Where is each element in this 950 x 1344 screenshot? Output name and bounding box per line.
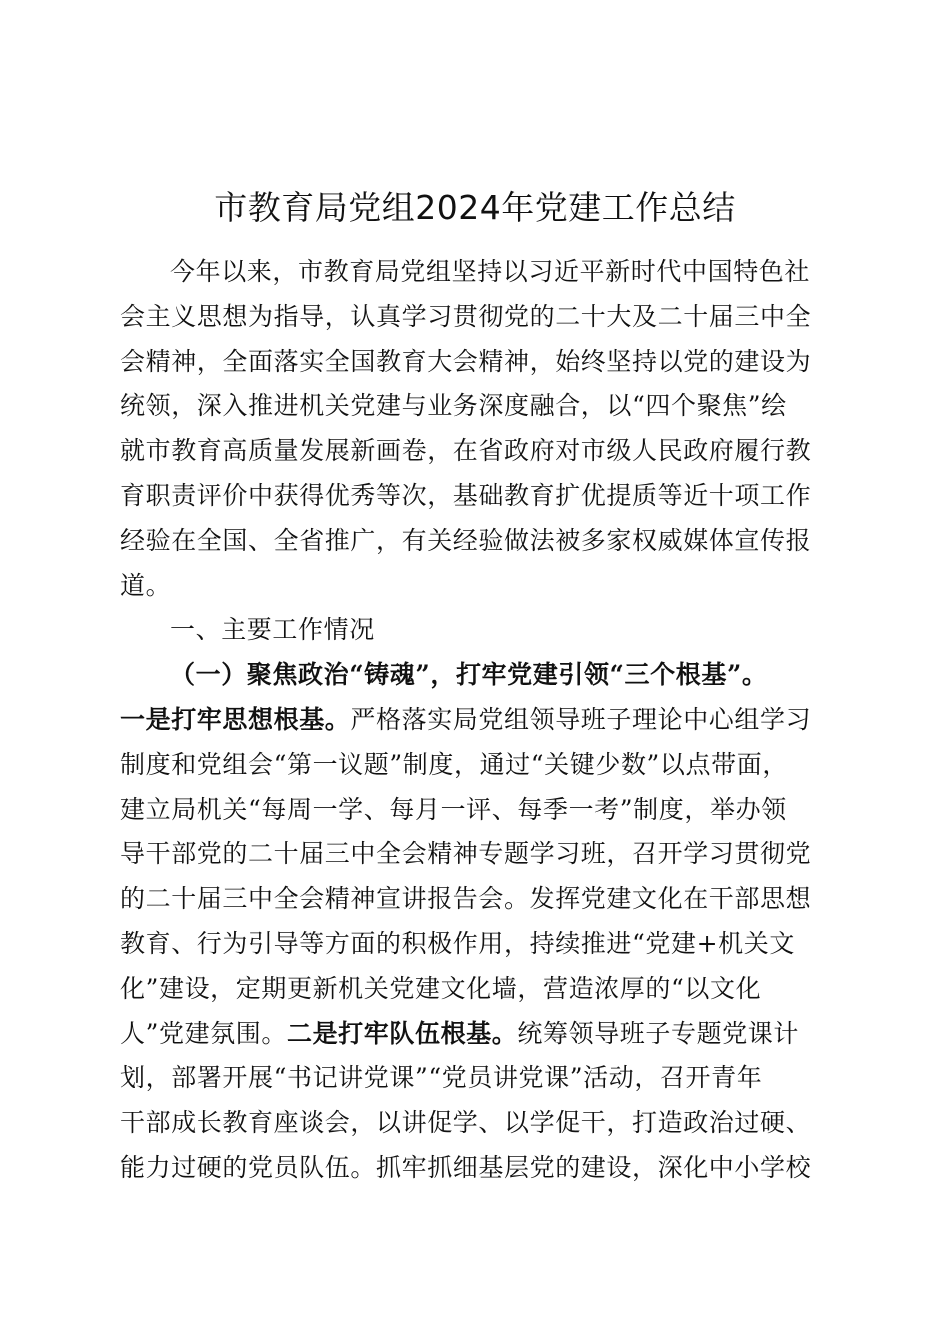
- text-line: [120, 429, 828, 474]
- text-line: [120, 743, 828, 788]
- body-text-segment: 严格落实局党组领导班子理论中心组学习: [350, 704, 812, 734]
- body-text-segment: 制度和党组会“第一议题”制度，通过“关键少数”以点带面，: [120, 749, 788, 779]
- text-line: [120, 653, 828, 698]
- body-text-segment: 道。: [120, 570, 172, 600]
- text-line: [120, 474, 828, 519]
- bold-heading-text: （一）聚焦政治“铸魂”，打牢党建引领“三个根基”。: [170, 660, 768, 690]
- body-text-segment: 统筹领导班子专题党课计: [517, 1018, 799, 1048]
- body-text-segment: 会精神，全面落实全国教育大会精神，始终坚持以党的建设为: [120, 346, 812, 376]
- text-line: [120, 250, 828, 295]
- text-line: [120, 384, 828, 429]
- body-text-segment: 化”建设，定期更新机关党建文化墙，营造浓厚的“以文化: [120, 973, 762, 1003]
- text-line: [120, 877, 828, 922]
- document-title: 市教育局党组2024年党建工作总结: [214, 188, 736, 227]
- body-text-segment: 划，部署开展“书记讲党课”“党员讲党课”活动，召开青年: [120, 1063, 763, 1093]
- document-body: [120, 250, 828, 1191]
- body-text-segment: 今年以来，市教育局党组坚持以习近平新时代中国特色社: [170, 257, 811, 286]
- text-line: [120, 1146, 828, 1191]
- text-line: [120, 967, 828, 1012]
- bold-heading-text: 一是打牢思想根基。: [120, 704, 351, 734]
- body-text-segment: 经验在全国、全省推广，有关经验做法被多家权威媒体宣传报: [120, 525, 812, 555]
- bold-heading-text: 二是打牢队伍根基。: [286, 1018, 518, 1048]
- text-line: [120, 564, 828, 609]
- body-text-segment: 会主义思想为指导，认真学习贯彻党的二十大及二十届三中全: [120, 301, 812, 331]
- text-line: [120, 608, 828, 653]
- text-line: [120, 1101, 828, 1146]
- text-line: [120, 1012, 828, 1057]
- text-line: [120, 922, 828, 967]
- body-text-segment: 建立局机关“每周一学、每月一评、每季一考”制度，举办领: [120, 794, 787, 824]
- body-text-segment: 干部成长教育座谈会，以讲促学、以学促干，打造政治过硬、: [120, 1108, 812, 1138]
- text-line: [120, 295, 828, 340]
- text-line: [120, 788, 828, 833]
- text-line: [120, 340, 828, 385]
- text-line: [120, 832, 828, 877]
- body-text-segment: 统领，深入推进机关党建与业务深度融合，以“四个聚焦”绘: [120, 391, 787, 421]
- body-text-segment: 一、主要工作情况: [170, 615, 375, 645]
- body-text-segment: 能力过硬的党员队伍。抓牢抓细基层党的建设，深化中小学校: [120, 1152, 812, 1182]
- body-text-segment: 教育、行为引导等方面的积极作用，持续推进“党建+机关文: [120, 928, 795, 958]
- text-line: [120, 1056, 828, 1101]
- body-text-segment: 导干部党的二十届三中全会精神专题学习班，召开学习贯彻党: [120, 839, 812, 869]
- body-text-segment: 人”党建氛围。: [120, 1018, 287, 1048]
- body-text-segment: 的二十届三中全会精神宣讲报告会。发挥党建文化在干部思想: [120, 884, 812, 914]
- text-line: [120, 698, 828, 743]
- body-text-segment: 育职责评价中获得优秀等次，基础教育扩优提质等近十项工作: [120, 480, 812, 510]
- body-text-segment: 就市教育高质量发展新画卷，在省政府对市级人民政府履行教: [120, 436, 812, 466]
- text-line: [120, 519, 828, 564]
